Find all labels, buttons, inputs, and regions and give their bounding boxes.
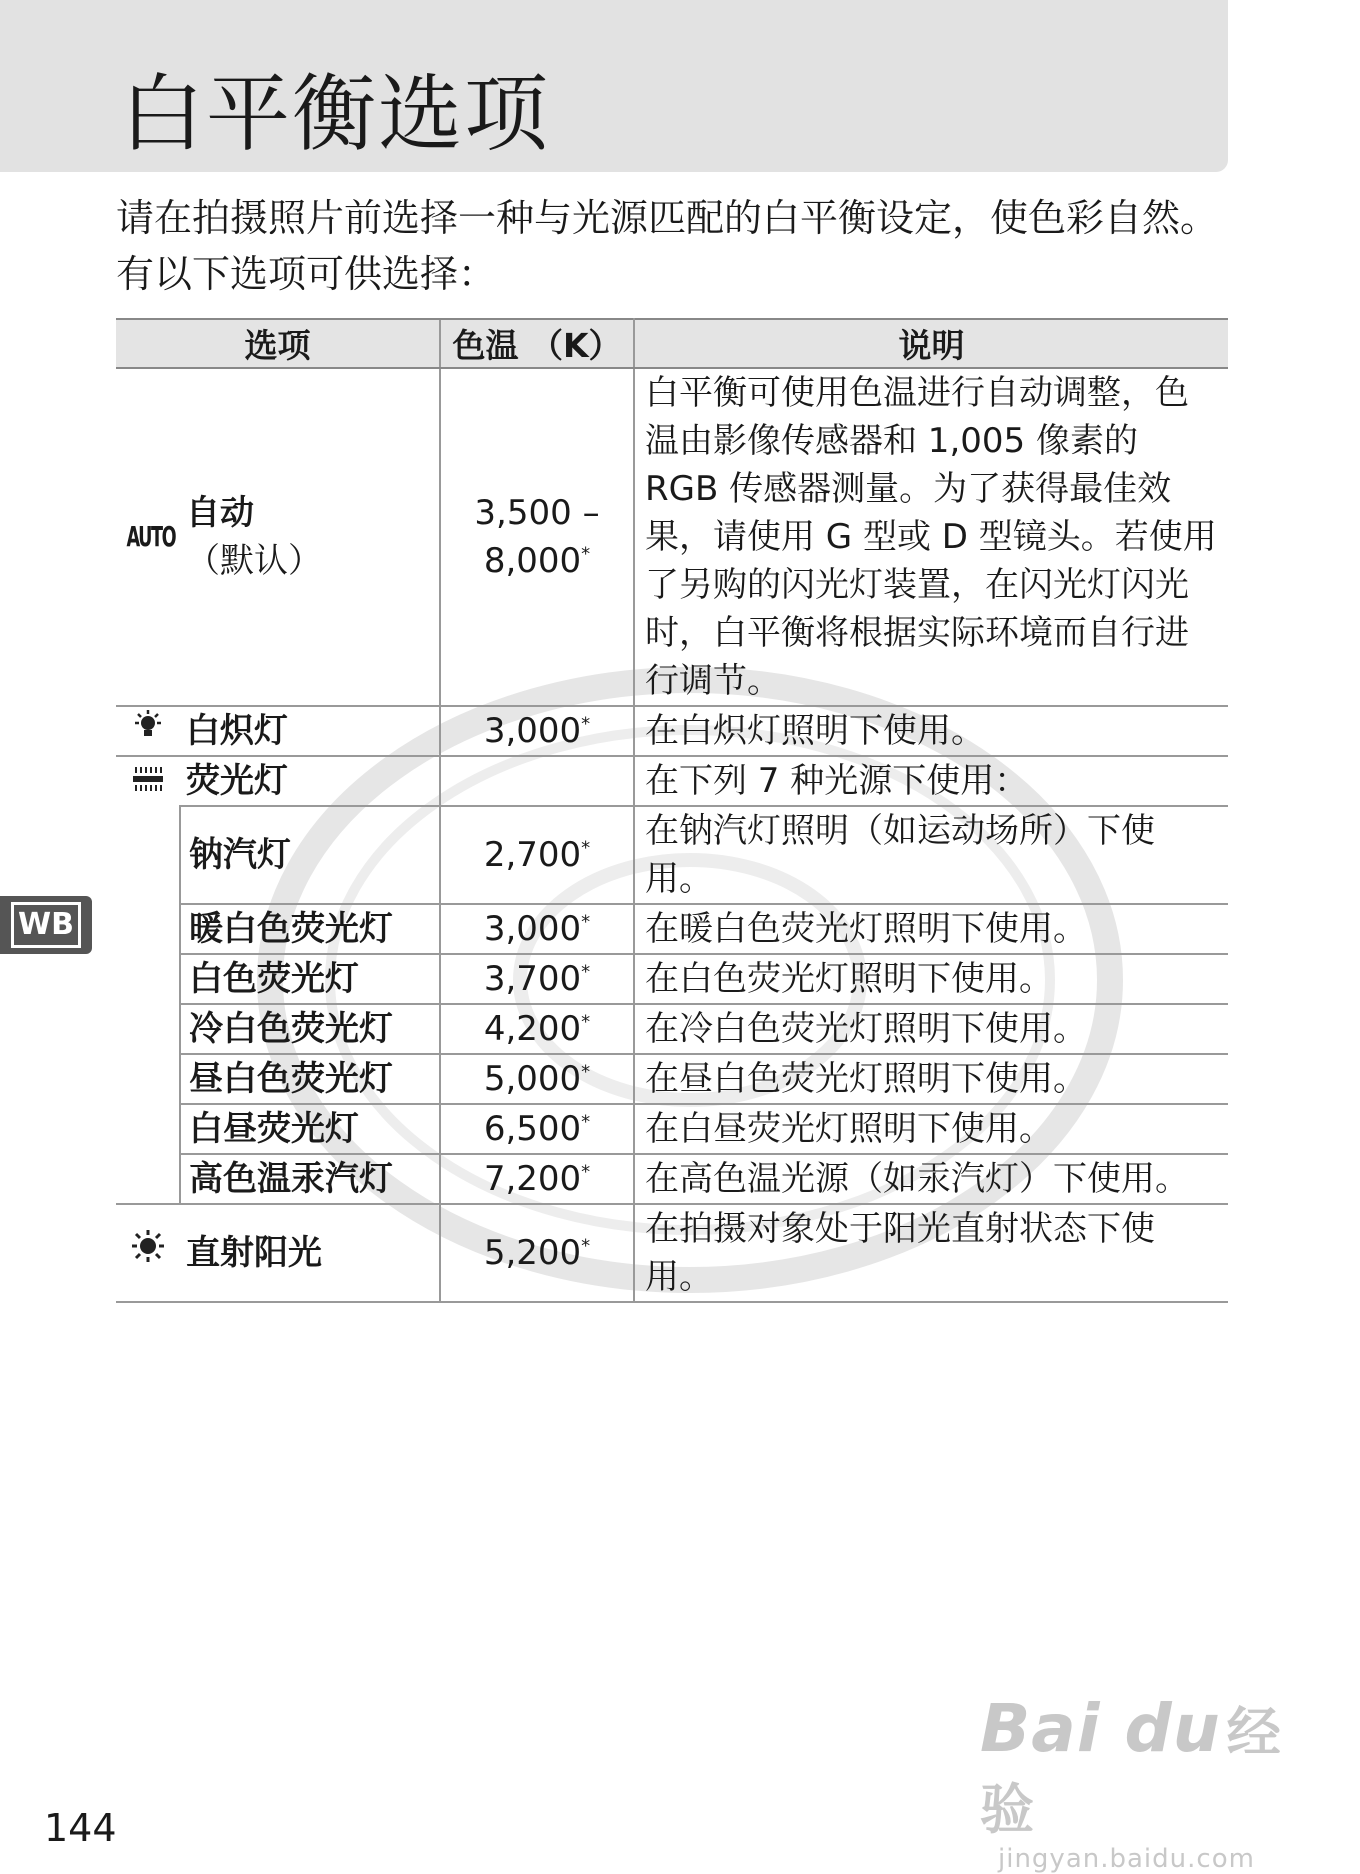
temp-auto-max: 8,000 (483, 541, 582, 581)
temp-sunlight: 5,200 (483, 1233, 582, 1273)
asterisk: * (581, 1161, 591, 1183)
intro-paragraph: 请在拍摄照片前选择一种与光源匹配的白平衡设定，使色彩自然。有以下选项可供选择： (116, 196, 1219, 296)
option-name-white: 白色荧光灯 (180, 954, 440, 1004)
baidu-jingyan-watermark (980, 1690, 1300, 1874)
table-row-incandescent (116, 706, 1228, 756)
desc-cool-white: 在冷白色荧光灯照明下使用。 (634, 1004, 1228, 1054)
option-name-daylight: 白昼荧光灯 (180, 1104, 440, 1154)
auto-icon: AUTO (116, 368, 180, 706)
table-row-fluorescent-sub (116, 806, 1228, 904)
option-name-sodium: 钠汽灯 (180, 806, 440, 904)
option-name-warm-white: 暖白色荧光灯 (180, 904, 440, 954)
sun-icon (116, 1204, 180, 1302)
asterisk: * (581, 837, 591, 859)
desc-sodium: 在钠汽灯照明（如运动场所）下使用。 (634, 806, 1228, 904)
desc-white: 在白色荧光灯照明下使用。 (634, 954, 1228, 1004)
desc-incandescent: 在白炽灯照明下使用。 (634, 706, 1228, 756)
desc-daylight: 在白昼荧光灯照明下使用。 (634, 1104, 1228, 1154)
table-row-fluorescent-sub (116, 1004, 1228, 1054)
option-name-day-white: 昼白色荧光灯 (180, 1054, 440, 1104)
table-header-row (116, 319, 1228, 368)
fluorescent-tube-icon (116, 756, 180, 806)
header-temperature: 色温 （K） (440, 319, 634, 368)
option-name-sunlight: 直射阳光 (180, 1204, 440, 1302)
option-name-mercury-vapor: 高色温汞汽灯 (180, 1154, 440, 1204)
table-row-fluorescent (116, 756, 1228, 806)
desc-auto: 白平衡可使用色温进行自动调整，色温由影像传感器和 1,005 像素的 RGB 传感器测量。为了获得最佳效果，请使用 G 型或 D 型镜头。若使用了另购的闪光灯装置，在闪光灯闪光时，白平衡将根据实际环境而自行进行调节。 (634, 368, 1228, 706)
table-row-fluorescent-sub (116, 1154, 1228, 1204)
temp-daylight: 6,500 (483, 1109, 582, 1149)
temp-auto-min: 3,500 – (474, 493, 600, 533)
option-name-cool-white: 冷白色荧光灯 (180, 1004, 440, 1054)
temp-incandescent: 3,000 (483, 711, 582, 751)
asterisk: * (581, 1061, 591, 1083)
desc-fluorescent: 在下列 7 种光源下使用： (634, 756, 1228, 806)
table-row-fluorescent-sub (116, 1104, 1228, 1154)
asterisk: * (581, 1235, 591, 1257)
option-name-incandescent: 白炽灯 (180, 706, 440, 756)
option-name-fluorescent: 荧光灯 (180, 756, 440, 806)
temp-mercury-vapor: 7,200 (483, 1159, 582, 1199)
option-default-note: （默认） (186, 541, 322, 581)
header-option: 选项 (116, 319, 440, 368)
wb-section-tab (0, 896, 92, 954)
desc-mercury-vapor: 在高色温光源（如汞汽灯）下使用。 (634, 1154, 1228, 1204)
table-row-fluorescent-sub (116, 904, 1228, 954)
asterisk: * (581, 713, 591, 735)
asterisk: * (581, 1011, 591, 1033)
temp-cool-white: 4,200 (483, 1009, 582, 1049)
page-title: 白平衡选项 (120, 65, 551, 163)
asterisk: * (581, 961, 591, 983)
incandescent-bulb-icon (116, 706, 180, 756)
baidu-jingyan-label: 经验 (980, 1701, 1282, 1841)
header-description: 说明 (634, 319, 1228, 368)
table-row-auto (116, 368, 1228, 706)
white-balance-table (116, 318, 1228, 1303)
temp-warm-white: 3,000 (483, 909, 582, 949)
table-row-fluorescent-sub (116, 954, 1228, 1004)
asterisk: * (581, 911, 591, 933)
baidu-url: jingyan.baidu.com (998, 1844, 1255, 1874)
asterisk: * (581, 1111, 591, 1133)
desc-warm-white: 在暖白色荧光灯照明下使用。 (634, 904, 1228, 954)
temp-white: 3,700 (483, 959, 582, 999)
desc-day-white: 在昼白色荧光灯照明下使用。 (634, 1054, 1228, 1104)
table-row-sunlight (116, 1204, 1228, 1302)
temp-sodium: 2,700 (483, 835, 582, 875)
temp-day-white: 5,000 (483, 1059, 582, 1099)
baidu-logo: Bai du (980, 1690, 1221, 1767)
desc-sunlight: 在拍摄对象处于阳光直射状态下使用。 (634, 1204, 1228, 1302)
page-number: 144 (44, 1806, 117, 1850)
option-name-auto: 自动 (186, 493, 254, 533)
asterisk: * (581, 543, 591, 565)
table-row-fluorescent-sub (116, 1054, 1228, 1104)
wb-tab-label: WB (11, 902, 81, 948)
